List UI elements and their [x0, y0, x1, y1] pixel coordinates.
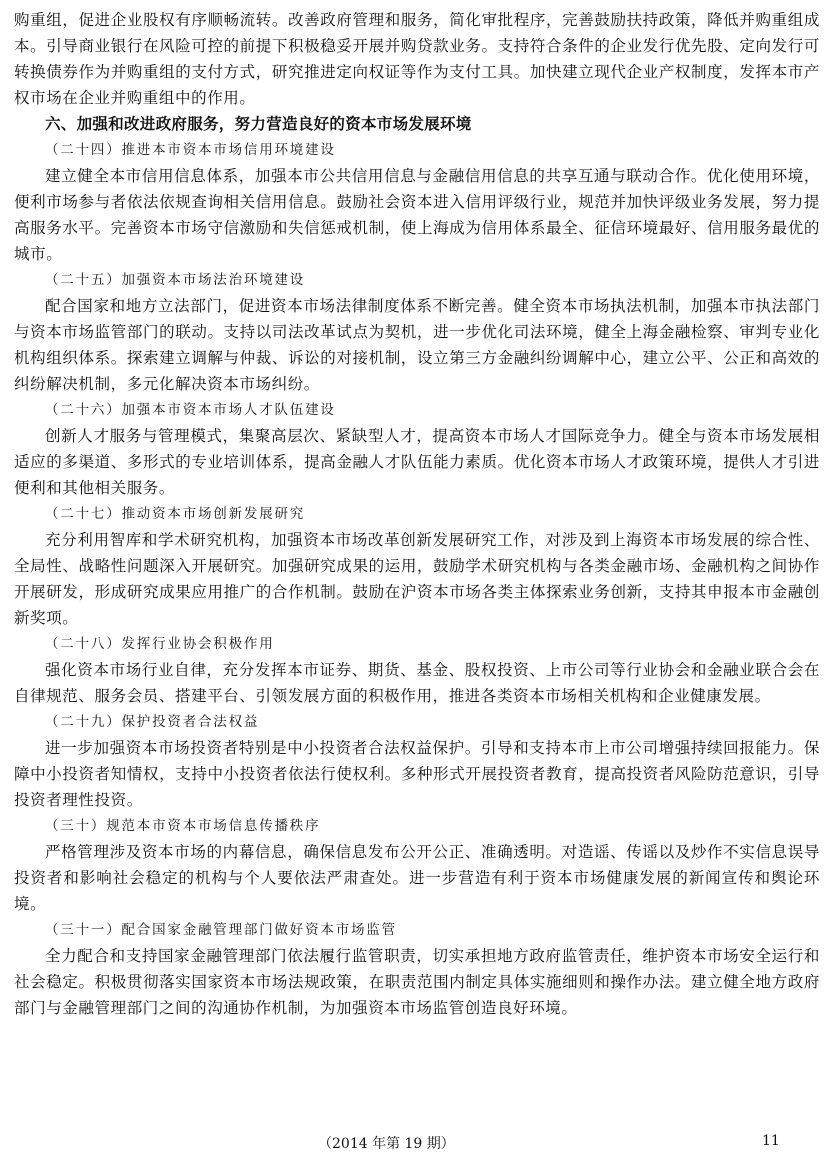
paragraph-30: 严格管理涉及资本市场的内幕信息，确保信息发布公开公正、准确透明。对造谣、传谣以及炒作不实信息误导投资者和影响社会稳定的机构与个人要依法严肃查处。进一步营造有利于资本市场健康发展的新闻宣传和舆论环境。 [14, 843, 820, 913]
subsection-heading-27: （二十七）推动资本市场创新发展研究 [45, 506, 306, 522]
paragraph-29: 进一步加强资本市场投资者特别是中小投资者合法权益保护。引导和支持本市上市公司增强持续回报能力。保障中小投资者知情权，支持中小投资者依法行使权利。多种形式开展投资者教育，提高投资者风险防范意识，引导投资者理性投资。 [14, 739, 820, 809]
paragraph-25: 配合国家和地方立法部门，促进资本市场法律制度体系不断完善。健全资本市场执法机制，加强本市执法部门与资本市场监管部门的联动。支持以司法改革试点为契机，进一步优化司法环境，健全上海金融检察、审判专业化机构组织体系。探索建立调解与仲裁、诉讼的对接机制，设立第三方金融纠纷调解中心，建立公平、公正和高效的纠纷解决机制，多元化解决资本市场纠纷。 [14, 297, 820, 393]
paragraph-31: 全力配合和支持国家金融管理部门依法履行监管职责，切实承担地方政府监管责任，维护资本市场安全运行和社会稳定。积极贯彻落实国家资本市场法规政策，在职责范围内制定具体实施细则和操作办法。建立健全地方政府部门与金融管理部门之间的沟通协作机制，为加强资本市场监管创造良好环境。 [14, 947, 820, 1017]
subsection-heading-29: （二十九）保护投资者合法权益 [45, 714, 260, 730]
subsection-heading-28: （二十八）发挥行业协会积极作用 [45, 636, 275, 652]
section-heading: 六、加强和改进政府服务，努力营造良好的资本市场发展环境 [45, 115, 472, 133]
subsection-heading-25: （二十五）加强资本市场法治环境建设 [45, 272, 306, 288]
subsection-heading-30: （三十）规范本市资本市场信息传播秩序 [45, 818, 321, 834]
paragraph-24: 建立健全本市信用信息体系，加强本市公共信用信息与金融信用信息的共享互通与联动合作。优化使用环境，便利市场参与者依法依规查询相关信用信息。鼓励社会资本进入信用评级行业，规范并加快评级业务发展，努力提高服务水平。完善资本市场守信激励和失信惩戒机制，使上海成为信用体系最全、征信环境最好、信用服务最优的城市。 [14, 167, 820, 263]
paragraph-26: 创新人才服务与管理模式，集聚高层次、紧缺型人才，提高资本市场人才国际竞争力。健全与资本市场发展相适应的多渠道、多形式的专业培训体系，提高金融人才队伍能力素质。优化资本市场人才政策环境，提供人才引进便利和其他相关服务。 [14, 427, 820, 497]
continued-paragraph: 购重组，促进企业股权有序顺畅流转。改善政府管理和服务，简化审批程序，完善鼓励扶持政策，降低并购重组成本。引导商业银行在风险可控的前提下积极稳妥开展并购贷款业务。支持符合条件的企业发行优先股、定向发行可转换债券作为并购重组的支付方式，研究推进定向权证等作为支付工具。加快建立现代企业产权制度，发挥本市产权市场在企业并购重组中的作用。 [14, 11, 820, 107]
subsection-heading-31: （三十一）配合国家金融管理部门做好资本市场监管 [45, 922, 397, 938]
page-number: 11 [762, 1133, 780, 1149]
page-footer [0, 1133, 827, 1159]
subsection-heading-24: （二十四）推进本市资本市场信用环境建设 [45, 142, 336, 158]
document-body [14, 7, 820, 1021]
paragraph-28: 强化资本市场行业自律，充分发挥本市证券、期货、基金、股权投资、上市公司等行业协会和金融业联合会在自律规范、服务会员、搭建平台、引领发展方面的积极作用，推进各类资本市场相关机构和企业健康发展。 [14, 661, 820, 705]
issue-label: （2014 年第 19 期） [318, 1136, 455, 1152]
subsection-heading-26: （二十六）加强本市资本市场人才队伍建设 [45, 402, 336, 418]
paragraph-27: 充分利用智库和学术研究机构，加强资本市场改革创新发展研究工作，对涉及到上海资本市场发展的综合性、全局性、战略性问题深入开展研究。加强研究成果的运用，鼓励学术研究机构与各类金融市场、金融机构之间协作开展研发，形成研究成果应用推广的合作机制。鼓励在沪资本市场各类主体探索业务创新，支持其申报本市金融创新奖项。 [14, 531, 820, 627]
